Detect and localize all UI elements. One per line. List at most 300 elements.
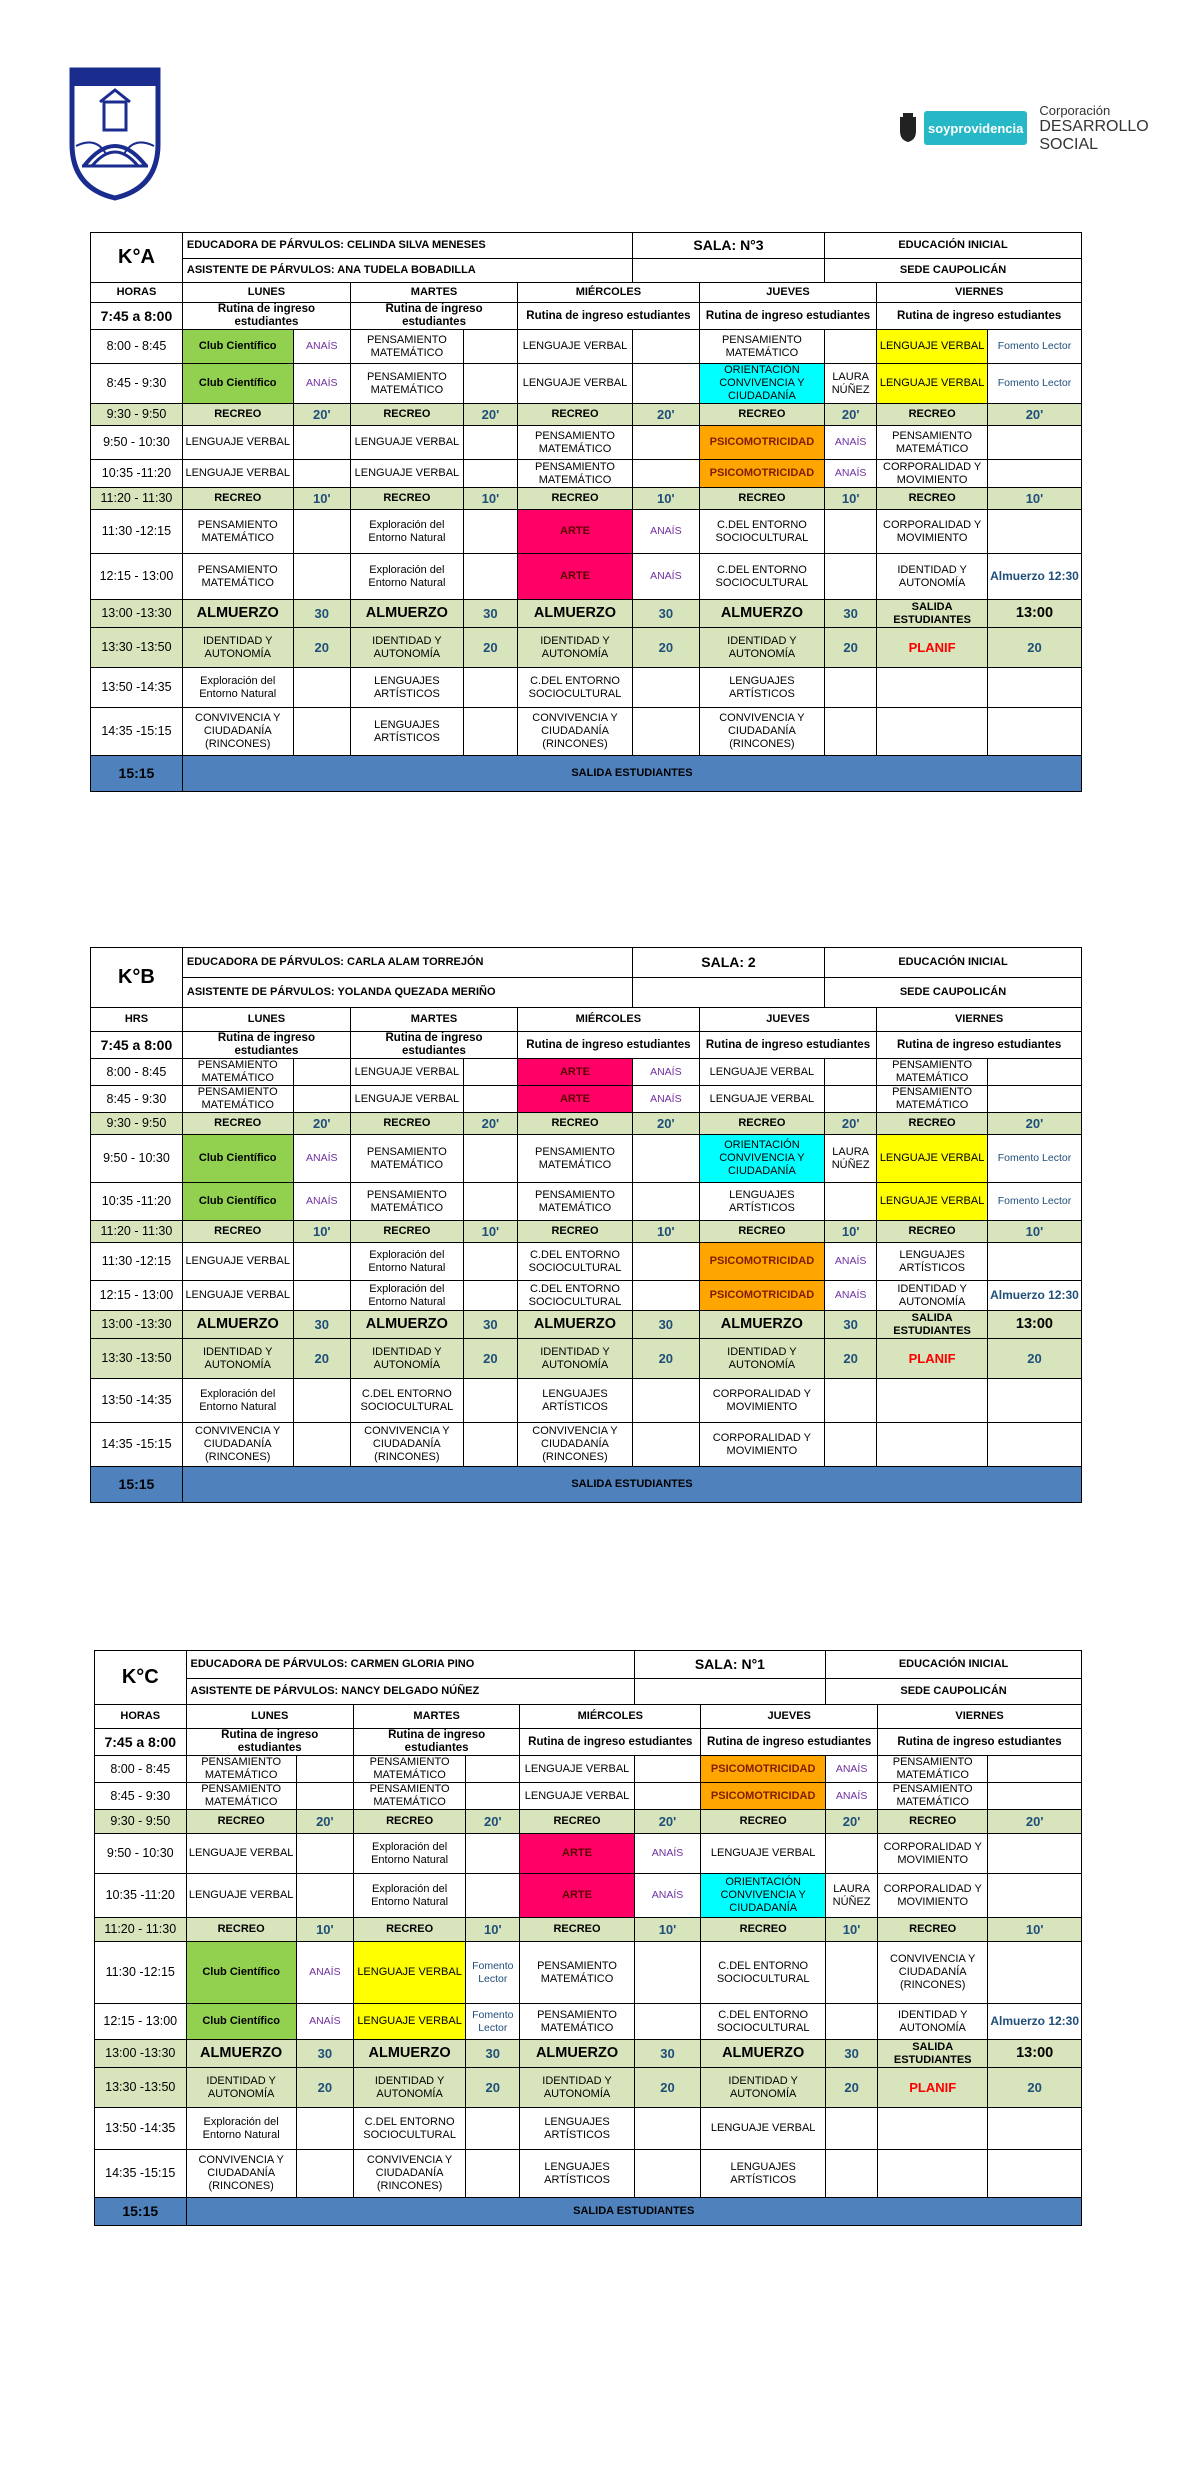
- activity-cell: PENSAMIENTO MATEMÁTICO: [182, 510, 293, 554]
- activity-cell: LENGUAJES ARTÍSTICOS: [518, 1379, 633, 1423]
- schedule-row: [91, 1243, 1082, 1281]
- detail-cell: 30: [825, 600, 877, 628]
- rutina-cell: Rutina de ingreso estudiantes: [351, 303, 518, 330]
- schedule-row: [95, 1756, 1082, 1783]
- schedule-row: [91, 554, 1082, 600]
- course-label: K°B: [91, 948, 183, 1008]
- asistente-name: ASISTENTE DE PÁRVULOS: ANA TUDELA BOBADILLA: [182, 259, 632, 283]
- corp-line3: SOCIAL: [1039, 135, 1099, 153]
- time-cell: 11:20 - 11:30: [91, 1221, 183, 1243]
- time-cell: 8:45 - 9:30: [91, 1086, 183, 1113]
- detail-cell: [293, 510, 350, 554]
- time-cell: 7:45 a 8:00: [91, 303, 183, 330]
- activity-cell: LENGUAJE VERBAL: [186, 1874, 296, 1918]
- activity-cell: CORPORALIDAD Y MOVIMIENTO: [878, 1874, 988, 1918]
- soyprovidencia-badge: soyprovidencia: [924, 111, 1027, 145]
- detail-cell: [463, 708, 517, 756]
- hours-header: HORAS: [95, 1705, 187, 1729]
- detail-cell: [825, 708, 877, 756]
- activity-cell: LENGUAJE VERBAL: [353, 2004, 465, 2040]
- activity-cell: SALIDA ESTUDIANTES: [877, 600, 988, 628]
- schedule-row: [91, 1059, 1082, 1086]
- detail-cell: [463, 1086, 517, 1113]
- detail-cell: Fomento Lector: [987, 1183, 1081, 1221]
- detail-cell: 10': [296, 1918, 353, 1942]
- activity-cell: RECREO: [701, 1918, 826, 1942]
- activity-cell: RECREO: [351, 488, 464, 510]
- detail-cell: [987, 1059, 1081, 1086]
- sede-label: SEDE CAUPOLICÁN: [825, 978, 1082, 1008]
- detail-cell: [987, 460, 1081, 488]
- activity-cell: PENSAMIENTO MATEMÁTICO: [350, 1135, 463, 1183]
- footer-time: 15:15: [91, 756, 183, 792]
- activity-cell: PLANIF: [877, 628, 988, 668]
- header-row-2: [91, 978, 1082, 1008]
- activity-cell: Exploración del Entorno Natural: [186, 2108, 296, 2150]
- activity-cell: CONVIVENCIA Y CIUDADANÍA (RINCONES): [182, 1423, 293, 1467]
- detail-cell: 10': [987, 488, 1081, 510]
- schedule-row: [91, 668, 1082, 708]
- footer-row: [91, 1467, 1082, 1503]
- activity-cell: LENGUAJE VERBAL: [877, 1135, 988, 1183]
- schedule-row: [91, 1221, 1082, 1243]
- time-cell: 11:20 - 11:30: [95, 1918, 187, 1942]
- activity-cell: PENSAMIENTO MATEMÁTICO: [351, 364, 464, 404]
- detail-cell: [463, 1183, 517, 1221]
- activity-cell: IDENTIDAD Y AUTONOMÍA: [520, 2068, 634, 2108]
- course-label: K°A: [91, 233, 183, 283]
- detail-cell: 10': [463, 1221, 517, 1243]
- schedule-row: [91, 1135, 1082, 1183]
- day-header: VIERNES: [877, 1008, 1082, 1032]
- time-cell: 7:45 a 8:00: [91, 1032, 183, 1059]
- time-cell: 9:50 - 10:30: [91, 426, 183, 460]
- detail-cell: 20': [466, 1810, 520, 1834]
- activity-cell: LENGUAJES ARTÍSTICOS: [520, 2150, 634, 2198]
- detail-cell: 20': [826, 1810, 878, 1834]
- activity-cell: LENGUAJE VERBAL: [699, 1059, 824, 1086]
- activity-cell: LENGUAJE VERBAL: [353, 1942, 465, 2004]
- activity-cell: RECREO: [350, 1113, 463, 1135]
- detail-cell: [466, 1783, 520, 1810]
- schedule-table: [94, 1650, 1082, 2226]
- rutina-cell: Rutina de ingreso estudiantes: [186, 1729, 353, 1756]
- detail-cell: Fomento Lector: [466, 2004, 520, 2040]
- schedule-row: [95, 2108, 1082, 2150]
- activity-cell: PENSAMIENTO MATEMÁTICO: [186, 1756, 296, 1783]
- detail-cell: Fomento Lector: [987, 330, 1081, 364]
- detail-cell: LAURA NÚÑEZ: [825, 364, 877, 404]
- activity-cell: RECREO: [353, 1918, 465, 1942]
- detail-cell: [825, 1379, 877, 1423]
- activity-cell: LENGUAJES ARTÍSTICOS: [699, 668, 824, 708]
- activity-cell: IDENTIDAD Y AUTONOMÍA: [699, 1339, 824, 1379]
- rutina-cell: Rutina de ingreso estudiantes: [520, 1729, 701, 1756]
- activity-cell: CONVIVENCIA Y CIUDADANÍA (RINCONES): [699, 708, 824, 756]
- detail-cell: [988, 1756, 1082, 1783]
- schedule-row: [95, 2040, 1082, 2068]
- activity-cell: IDENTIDAD Y AUTONOMÍA: [878, 2004, 988, 2040]
- time-cell: 8:00 - 8:45: [95, 1756, 187, 1783]
- detail-cell: [463, 510, 517, 554]
- detail-cell: [296, 2108, 353, 2150]
- detail-cell: 20: [825, 628, 877, 668]
- activity-cell: LENGUAJE VERBAL: [520, 1783, 634, 1810]
- detail-cell: [988, 2108, 1082, 2150]
- activity-cell: IDENTIDAD Y AUTONOMÍA: [699, 628, 824, 668]
- asistente-name: ASISTENTE DE PÁRVULOS: NANCY DELGADO NÚÑEZ: [186, 1679, 634, 1705]
- detail-cell: [463, 330, 517, 364]
- activity-cell: Club Científico: [182, 1183, 293, 1221]
- rutina-cell: Rutina de ingreso estudiantes: [350, 1032, 517, 1059]
- activity-cell: Exploración del Entorno Natural: [351, 510, 464, 554]
- activity-cell: PENSAMIENTO MATEMÁTICO: [699, 330, 824, 364]
- detail-cell: [826, 2108, 878, 2150]
- detail-cell: [466, 2150, 520, 2198]
- activity-cell: LENGUAJE VERBAL: [351, 460, 464, 488]
- detail-cell: [825, 330, 877, 364]
- educadora-name: EDUCADORA DE PÁRVULOS: CARLA ALAM TORREJÓN: [182, 948, 632, 978]
- detail-cell: 20: [632, 628, 699, 668]
- detail-cell: [634, 1756, 701, 1783]
- detail-cell: [296, 1874, 353, 1918]
- schedule-kb: [90, 947, 1082, 1503]
- detail-cell: ANAÍS: [632, 510, 699, 554]
- time-cell: 13:00 -13:30: [95, 2040, 187, 2068]
- rutina-cell: Rutina de ingreso estudiantes: [699, 1032, 877, 1059]
- day-header: LUNES: [182, 1008, 350, 1032]
- activity-cell: ALMUERZO: [520, 2040, 634, 2068]
- detail-cell: 20': [296, 1810, 353, 1834]
- detail-cell: 30: [825, 1311, 877, 1339]
- detail-cell: ANAÍS: [825, 1281, 877, 1311]
- educadora-name: EDUCADORA DE PÁRVULOS: CARMEN GLORIA PINO: [186, 1651, 634, 1679]
- time-cell: 11:30 -12:15: [91, 1243, 183, 1281]
- schedule-row: [91, 330, 1082, 364]
- time-cell: 8:00 - 8:45: [91, 330, 183, 364]
- detail-cell: [825, 668, 877, 708]
- activity-cell: RECREO: [699, 404, 824, 426]
- activity-cell: [877, 1423, 988, 1467]
- activity-cell: PSICOMOTRICIDAD: [699, 460, 824, 488]
- time-cell: 13:30 -13:50: [91, 1339, 183, 1379]
- detail-cell: [632, 1243, 699, 1281]
- sala-label: SALA: N°3: [632, 233, 824, 259]
- activity-cell: PENSAMIENTO MATEMÁTICO: [877, 1086, 988, 1113]
- detail-cell: [632, 364, 699, 404]
- detail-cell: [826, 1942, 878, 2004]
- rutina-cell: Rutina de ingreso estudiantes: [182, 303, 350, 330]
- activity-cell: LENGUAJES ARTÍSTICOS: [520, 2108, 634, 2150]
- activity-cell: LENGUAJE VERBAL: [877, 1183, 988, 1221]
- detail-cell: [826, 2150, 878, 2198]
- detail-cell: 30: [632, 600, 699, 628]
- detail-cell: [632, 460, 699, 488]
- activity-cell: C.DEL ENTORNO SOCIOCULTURAL: [518, 668, 633, 708]
- activity-cell: ALMUERZO: [699, 1311, 824, 1339]
- detail-cell: [293, 668, 350, 708]
- header-row-1: [91, 233, 1082, 259]
- activity-cell: LENGUAJE VERBAL: [701, 1834, 826, 1874]
- activity-cell: RECREO: [182, 1221, 293, 1243]
- activity-cell: ARTE: [518, 1059, 633, 1086]
- activity-cell: Exploración del Entorno Natural: [350, 1281, 463, 1311]
- time-cell: 9:30 - 9:50: [91, 404, 183, 426]
- detail-cell: 20: [463, 628, 517, 668]
- schedule-row: [91, 600, 1082, 628]
- activity-cell: C.DEL ENTORNO SOCIOCULTURAL: [699, 510, 824, 554]
- detail-cell: [988, 1874, 1082, 1918]
- detail-cell: 20': [293, 404, 350, 426]
- sede-label: SEDE CAUPOLICÁN: [826, 1679, 1082, 1705]
- activity-cell: RECREO: [518, 1221, 633, 1243]
- detail-cell: [825, 554, 877, 600]
- activity-cell: ORIENTACIÓN CONVIVENCIA Y CIUDADANÍA: [701, 1874, 826, 1918]
- activity-cell: CORPORALIDAD Y MOVIMIENTO: [877, 460, 988, 488]
- activity-cell: PENSAMIENTO MATEMÁTICO: [182, 1086, 293, 1113]
- detail-cell: [987, 426, 1081, 460]
- educadora-name: EDUCADORA DE PÁRVULOS: CELINDA SILVA MENESES: [182, 233, 632, 259]
- activity-cell: LENGUAJE VERBAL: [518, 330, 633, 364]
- detail-cell: Almuerzo 12:30: [987, 554, 1081, 600]
- schedule-row: [91, 364, 1082, 404]
- asistente-name: ASISTENTE DE PÁRVULOS: YOLANDA QUEZADA MERIÑO: [182, 978, 632, 1008]
- detail-cell: [987, 668, 1081, 708]
- detail-cell: 20: [466, 2068, 520, 2108]
- day-header: VIERNES: [877, 283, 1082, 303]
- activity-cell: IDENTIDAD Y AUTONOMÍA: [353, 2068, 465, 2108]
- activity-cell: CONVIVENCIA Y CIUDADANÍA (RINCONES): [518, 708, 633, 756]
- detail-cell: 20: [825, 1339, 877, 1379]
- detail-cell: [293, 1243, 350, 1281]
- activity-cell: PENSAMIENTO MATEMÁTICO: [520, 1942, 634, 2004]
- detail-cell: ANAÍS: [825, 426, 877, 460]
- schedule-table: [90, 947, 1082, 1503]
- schedule-row: [91, 1113, 1082, 1135]
- corporacion-desarrollo-social-logo: [898, 88, 1149, 168]
- activity-cell: LENGUAJES ARTÍSTICOS: [351, 668, 464, 708]
- detail-cell: 10': [825, 1221, 877, 1243]
- detail-cell: 13:00: [987, 600, 1081, 628]
- detail-cell: [632, 708, 699, 756]
- detail-cell: [987, 1379, 1081, 1423]
- activity-cell: LENGUAJES ARTÍSTICOS: [701, 2150, 826, 2198]
- schedule-row: [95, 1918, 1082, 1942]
- activity-cell: C.DEL ENTORNO SOCIOCULTURAL: [518, 1243, 633, 1281]
- schedule-row: [91, 628, 1082, 668]
- detail-cell: 20: [826, 2068, 878, 2108]
- detail-cell: [632, 1379, 699, 1423]
- detail-cell: 20': [987, 404, 1081, 426]
- activity-cell: PSICOMOTRICIDAD: [701, 1756, 826, 1783]
- time-cell: 14:35 -15:15: [91, 1423, 183, 1467]
- detail-cell: [632, 330, 699, 364]
- detail-cell: 30: [293, 1311, 350, 1339]
- activity-cell: RECREO: [520, 1918, 634, 1942]
- activity-cell: LENGUAJE VERBAL: [701, 2108, 826, 2150]
- time-cell: 13:50 -14:35: [91, 1379, 183, 1423]
- activity-cell: PENSAMIENTO MATEMÁTICO: [877, 426, 988, 460]
- activity-cell: PENSAMIENTO MATEMÁTICO: [520, 2004, 634, 2040]
- time-cell: 13:30 -13:50: [91, 628, 183, 668]
- activity-cell: IDENTIDAD Y AUTONOMÍA: [518, 1339, 633, 1379]
- activity-cell: LENGUAJE VERBAL: [351, 426, 464, 460]
- activity-cell: RECREO: [182, 488, 293, 510]
- detail-cell: [463, 426, 517, 460]
- schedule-table: [90, 232, 1082, 792]
- detail-cell: Almuerzo 12:30: [987, 1281, 1081, 1311]
- activity-cell: PENSAMIENTO MATEMÁTICO: [182, 1059, 293, 1086]
- detail-cell: Fomento Lector: [466, 1942, 520, 2004]
- day-header: VIERNES: [878, 1705, 1082, 1729]
- activity-cell: C.DEL ENTORNO SOCIOCULTURAL: [701, 2004, 826, 2040]
- activity-cell: RECREO: [699, 488, 824, 510]
- activity-cell: PENSAMIENTO MATEMÁTICO: [518, 1183, 633, 1221]
- activity-cell: [878, 2108, 988, 2150]
- detail-cell: [987, 1243, 1081, 1281]
- activity-cell: ARTE: [518, 554, 633, 600]
- sala-label: SALA: N°1: [634, 1651, 825, 1679]
- schedule-row: [95, 2068, 1082, 2108]
- salida-estudiantes-banner: SALIDA ESTUDIANTES: [186, 2198, 1081, 2226]
- detail-cell: 10': [293, 488, 350, 510]
- activity-cell: RECREO: [877, 1221, 988, 1243]
- days-header-row: [95, 1705, 1082, 1729]
- activity-cell: ALMUERZO: [353, 2040, 465, 2068]
- activity-cell: ORIENTACIÓN CONVIVENCIA Y CIUDADANÍA: [699, 364, 824, 404]
- detail-cell: 20: [987, 628, 1081, 668]
- footer-row: [91, 756, 1082, 792]
- detail-cell: 10': [825, 488, 877, 510]
- detail-cell: [463, 1135, 517, 1183]
- activity-cell: SALIDA ESTUDIANTES: [877, 1311, 988, 1339]
- detail-cell: 13:00: [987, 1311, 1081, 1339]
- detail-cell: 20': [825, 404, 877, 426]
- rutina-cell: Rutina de ingreso estudiantes: [877, 1032, 1082, 1059]
- activity-cell: PSICOMOTRICIDAD: [699, 1281, 824, 1311]
- detail-cell: [296, 2150, 353, 2198]
- schedule-row: [91, 1339, 1082, 1379]
- time-cell: 12:15 - 13:00: [91, 554, 183, 600]
- activity-cell: IDENTIDAD Y AUTONOMÍA: [877, 1281, 988, 1311]
- schedule-ka: [90, 232, 1082, 792]
- schedule-row: [91, 1379, 1082, 1423]
- activity-cell: CONVIVENCIA Y CIUDADANÍA (RINCONES): [878, 1942, 988, 2004]
- detail-cell: 20': [987, 1113, 1081, 1135]
- footer-time: 15:15: [91, 1467, 183, 1503]
- activity-cell: LENGUAJE VERBAL: [877, 364, 988, 404]
- day-header: MARTES: [350, 1008, 517, 1032]
- detail-cell: 30: [296, 2040, 353, 2068]
- time-cell: 10:35 -11:20: [95, 1874, 187, 1918]
- activity-cell: ARTE: [520, 1834, 634, 1874]
- time-cell: 11:20 - 11:30: [91, 488, 183, 510]
- time-cell: 12:15 - 13:00: [95, 2004, 187, 2040]
- detail-cell: 20: [632, 1339, 699, 1379]
- activity-cell: IDENTIDAD Y AUTONOMÍA: [186, 2068, 296, 2108]
- schedule-row: [91, 1423, 1082, 1467]
- detail-cell: [463, 460, 517, 488]
- day-header: JUEVES: [701, 1705, 878, 1729]
- detail-cell: [988, 1834, 1082, 1874]
- time-cell: 9:30 - 9:50: [95, 1810, 187, 1834]
- detail-cell: ANAÍS: [293, 364, 350, 404]
- detail-cell: 30: [466, 2040, 520, 2068]
- schedule-row: [91, 510, 1082, 554]
- detail-cell: 30: [632, 1311, 699, 1339]
- time-cell: 14:35 -15:15: [95, 2150, 187, 2198]
- day-header: JUEVES: [699, 1008, 877, 1032]
- detail-cell: 20: [463, 1339, 517, 1379]
- activity-cell: RECREO: [878, 1810, 988, 1834]
- detail-cell: [293, 1423, 350, 1467]
- detail-cell: 10': [466, 1918, 520, 1942]
- activity-cell: PLANIF: [878, 2068, 988, 2108]
- detail-cell: [987, 510, 1081, 554]
- schedule-row: [95, 1942, 1082, 2004]
- activity-cell: [877, 1379, 988, 1423]
- detail-cell: 10': [632, 1221, 699, 1243]
- detail-cell: 20: [296, 2068, 353, 2108]
- detail-cell: [466, 1834, 520, 1874]
- detail-cell: [632, 426, 699, 460]
- activity-cell: LENGUAJE VERBAL: [182, 460, 293, 488]
- detail-cell: 20': [463, 404, 517, 426]
- detail-cell: ANAÍS: [826, 1783, 878, 1810]
- detail-cell: ANAÍS: [634, 1834, 701, 1874]
- colegio-providencia-logo: [66, 66, 164, 202]
- schedule-row: [91, 1086, 1082, 1113]
- activity-cell: LENGUAJE VERBAL: [699, 1086, 824, 1113]
- time-cell: 10:35 -11:20: [91, 460, 183, 488]
- time-cell: 7:45 a 8:00: [95, 1729, 187, 1756]
- detail-cell: [632, 1135, 699, 1183]
- activity-cell: LENGUAJE VERBAL: [350, 1059, 463, 1086]
- detail-cell: [466, 1874, 520, 1918]
- activity-cell: RECREO: [520, 1810, 634, 1834]
- detail-cell: [463, 1423, 517, 1467]
- activity-cell: RECREO: [518, 1113, 633, 1135]
- detail-cell: [632, 1423, 699, 1467]
- hours-header: HORAS: [91, 283, 183, 303]
- activity-cell: C.DEL ENTORNO SOCIOCULTURAL: [350, 1379, 463, 1423]
- activity-cell: LENGUAJE VERBAL: [877, 330, 988, 364]
- time-cell: 14:35 -15:15: [91, 708, 183, 756]
- salida-estudiantes-banner: SALIDA ESTUDIANTES: [182, 1467, 1081, 1503]
- detail-cell: 10': [987, 1221, 1081, 1243]
- detail-cell: [293, 460, 350, 488]
- detail-cell: [987, 1423, 1081, 1467]
- corp-line2: DESARROLLO: [1039, 117, 1149, 135]
- time-cell: 11:30 -12:15: [95, 1942, 187, 2004]
- corp-line1: Corporación: [1039, 102, 1111, 118]
- activity-cell: RECREO: [878, 1918, 988, 1942]
- time-cell: 13:50 -14:35: [91, 668, 183, 708]
- activity-cell: PSICOMOTRICIDAD: [701, 1783, 826, 1810]
- activity-cell: PENSAMIENTO MATEMÁTICO: [518, 426, 633, 460]
- footer-row: [95, 2198, 1082, 2226]
- detail-cell: [293, 426, 350, 460]
- schedule-row: [95, 2150, 1082, 2198]
- activity-cell: CONVIVENCIA Y CIUDADANÍA (RINCONES): [182, 708, 293, 756]
- detail-cell: [293, 1086, 350, 1113]
- detail-cell: [293, 708, 350, 756]
- detail-cell: [296, 1783, 353, 1810]
- detail-cell: [466, 1756, 520, 1783]
- rutina-cell: Rutina de ingreso estudiantes: [878, 1729, 1082, 1756]
- activity-cell: C.DEL ENTORNO SOCIOCULTURAL: [701, 1942, 826, 2004]
- detail-cell: [634, 1783, 701, 1810]
